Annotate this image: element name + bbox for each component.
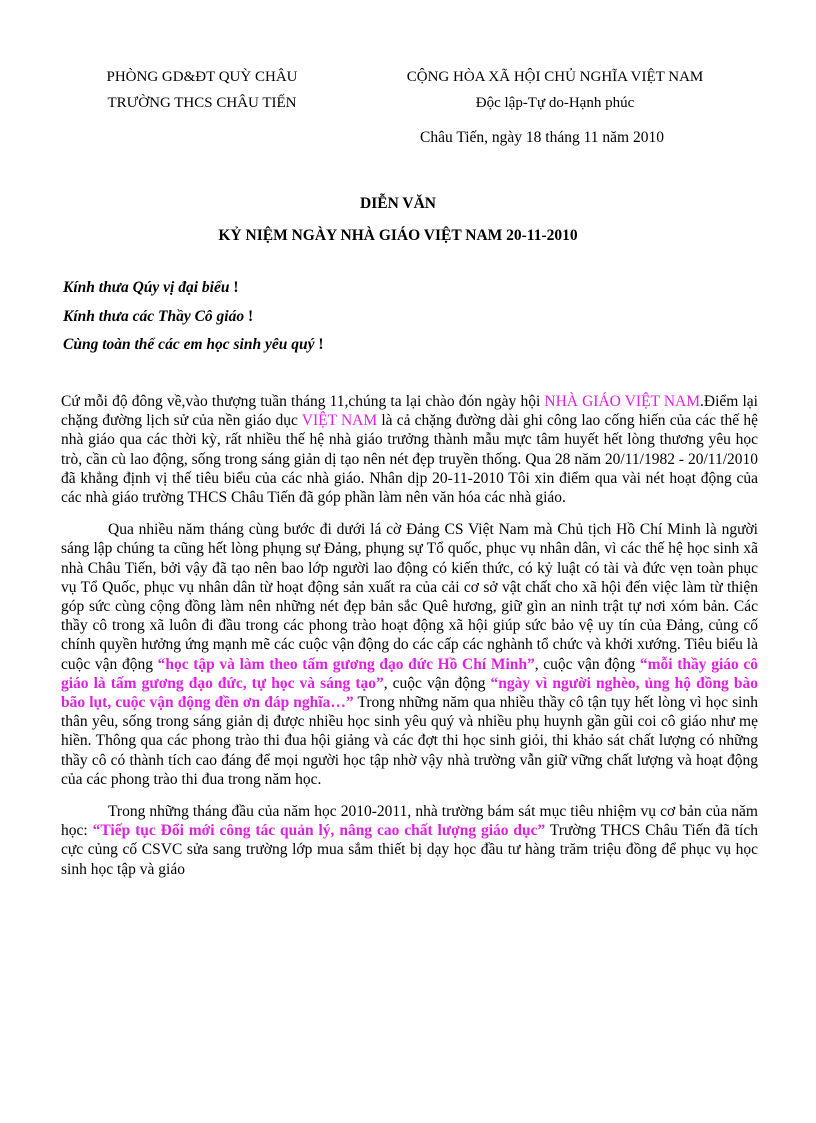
highlight-text: NHÀ GIÁO VIỆT NAM <box>544 393 701 410</box>
paragraph-text: là cả chặng đường dài ghi công lao cống hiến của các thế hệ nhà giáo qua các thời kỳ, rất nhiều thế hệ nhà giáo trưởng thành mẫu mực tâm huyết hết lòng thương yêu học trò, cần cù lao động, sống trong sáng giản dị tạo nên nét đẹp truyền thống. Qua 28 năm 20/11/1982 - 20/11/2010 đã khẳng định vị thế tiêu biểu của các nhà giáo. Nhân dịp 20-11-2010 Tôi xin điểm qua vài nét hoạt động của các nhà giáo trường THCS Châu Tiến đã góp phần làm nên văn hóa các nhà giáo. <box>61 412 758 507</box>
greetings <box>63 274 324 360</box>
paragraph-text: , cuộc vận động <box>383 674 491 692</box>
greeting-text: Kính thưa Qúy vị đại biểu <box>63 279 234 296</box>
greeting-line <box>63 274 324 303</box>
national-title: CỘNG HÒA XÃ HỘI CHỦ NGHĨA VIỆT NAM <box>406 69 704 85</box>
paragraph-text: Trong những tháng đầu của năm học 2010-2011, nhà trường bám sát mục tiêu nhiệm vụ cơ bản của năm học: <box>61 803 758 840</box>
greeting-line <box>63 331 324 360</box>
speech-body <box>61 392 758 892</box>
highlight-text: VIỆT NAM <box>301 412 378 430</box>
national-header <box>360 64 750 116</box>
paragraph-2 <box>61 520 758 789</box>
greeting-mark: ! <box>318 336 324 353</box>
campaign-quote: “ngày vì người nghèo, ủng hộ đồng bào bão lụt, cuộc vận động đền ơn đáp nghĩa…” <box>61 674 759 712</box>
greeting-mark: ! <box>233 279 239 296</box>
paragraph-text: Trong những năm qua nhiều thầy cô tận tụy hết lòng vì học sinh thân yêu, sống trong sáng giản dị được nhiều học sinh yêu quý và nhiều phụ huynh gần gũi coi cô giáo như mẹ hiền. Thông qua các phong trào thi đua hội giảng và các đợt thi học sinh giỏi, thi khảo sát chất lượng có những thầy cô có thành tích cao đáng để mọi người học tập nhờ vậy nhà trường vẫn giữ vững chất lượng và hoạt động của các phong trào thi đua trong năm học. <box>61 694 758 788</box>
department-name: PHÒNG GD&ĐT QUỲ CHÂU <box>106 69 298 85</box>
national-motto: Độc lập-Tự do-Hạnh phúc <box>475 95 635 111</box>
paragraph-1 <box>61 392 758 507</box>
paragraph-text: , cuộc vận động <box>534 655 640 673</box>
greeting-text: Cùng toàn thể các em học sinh yêu quý <box>63 336 319 353</box>
department-header <box>82 64 322 116</box>
campaign-quote: “mỗi thầy giáo cô giáo là tấm gương đạo đức, tự học và sáng tạo” <box>61 655 759 692</box>
greeting-mark: ! <box>247 307 254 325</box>
greeting-line <box>63 303 324 332</box>
school-year-motto: “Tiếp tục Đổi mới công tác quản lý, nâng cao chất lượng giáo dục” <box>92 822 546 840</box>
paragraph-text: .Điểm lại chặng đường lịch sử của nền giáo dục <box>61 393 758 430</box>
school-name: TRƯỜNG THCS CHÂU TIẾN <box>107 95 297 111</box>
title-line-1: DIỄN VĂN <box>360 195 436 212</box>
paragraph-text: Qua nhiều năm tháng cùng bước đi dưới lá cờ Đảng CS Việt Nam mà Chủ tịch Hồ Chí Minh là người sáng lập chúng ta cũng hết lòng phụng sự Đảng, phụng sự Tổ quốc, phục vụ nhân dân, vì các thế hệ học sinh xã nhà Châu Tiến, bởi vậy đã tạo nên bao lớp người lao động có kiến thức, có kỷ luật có tài và đức vẹn toàn phục vụ Tổ Quốc, phục vụ nhân dân từ hoạt động sản xuất ra của cải cơ sở vật chất cho xã hội đến việc làm từ thiện góp sức cùng cộng đồng làm nên những nét đẹp bản sắc Quê hương, giữ gìn an ninh trật tự nơi xóm bản. Các thầy cô trong xã luôn đi đầu trong các phong trào hoạt động xã hội giúp sức bảo vệ uy tín của Đảng, củng cố chính quyền hưởng ứng mạnh mẽ các cuộc vận động do các cấp các nghành tổ chức và khởi xướng. Tiêu biểu là cuộc vận động <box>61 521 758 673</box>
document-title <box>0 188 796 252</box>
greeting-text: Kính thưa các Thầy Cô giáo <box>63 307 248 325</box>
campaign-quote: “học tập và làm theo tấm gương đạo đức Hồ Chí Minh” <box>157 655 535 673</box>
title-line-2: KỶ NIỆM NGÀY NHÀ GIÁO VIỆT NAM 20-11-2010 <box>218 227 578 244</box>
document-date: Châu Tiến, ngày 18 tháng 11 năm 2010 <box>420 129 664 146</box>
paragraph-text: Cứ mỗi độ đông về,vào thượng tuần tháng 11,chúng ta lại chào đón ngày hội <box>61 393 545 410</box>
paragraph-text: Trường THCS Châu Tiến đã tích cực củng cố CSVC sửa sang trường lớp mua sắm thiết bị dạy học đầu tư hàng trăm triệu đồng để phục vụ học sinh học tập và giáo <box>61 822 758 878</box>
paragraph-3 <box>61 802 758 879</box>
